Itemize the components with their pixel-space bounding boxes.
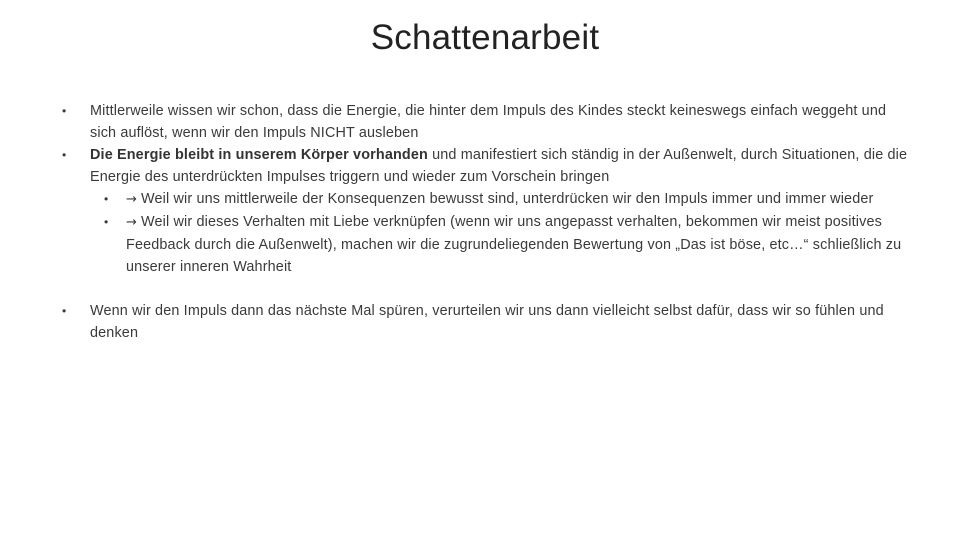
slide-body [60,100,915,344]
bullet-dot-icon: • [62,148,67,162]
sub-bullet-text: Weil wir dieses Verhalten mit Liebe verknüpfen (wenn wir uns angepasst verhalten, bekommen wir meist positives Feedback durch die Außenwelt), machen wir die zugrundeliegenden Bewertung von „Das ist böse, etc…“ schließlich zu unserer inneren Wahrheit [126,214,902,275]
bullet-text: Wenn wir den Impuls dann das nächste Mal spüren, verurteilen wir uns dann vielleicht selbst dafür, dass wir so fühlen und denken [90,303,884,341]
bullet-dot-icon: • [62,304,67,318]
bullet-item-3 [60,300,915,344]
bullet-dot-icon: • [104,192,109,206]
arrow-right-icon: → [126,215,138,230]
bullet-text: Mittlerweile wissen wir schon, dass die Energie, die hinter dem Impuls des Kindes steckt keineswegs einfach weggeht und sich auflöst, wenn wir den Impuls NICHT ausleben [90,103,887,141]
sub-bullet-item-2 [60,211,915,278]
sub-bullet-item-1 [60,188,915,211]
bullet-item-1 [60,100,915,144]
sub-bullet-text: Weil wir uns mittlerweile der Konsequenzen bewusst sind, unterdrücken wir den Impuls immer und immer wieder [141,191,874,207]
bullet-item-2 [60,144,915,188]
bullet-dot-icon: • [62,104,67,118]
slide-title: Schattenarbeit [370,18,600,57]
bullet-bold-text: Die Energie bleibt in unserem Körper vorhanden [90,147,428,163]
bullet-dot-icon: • [104,215,109,229]
arrow-right-icon: → [126,192,138,207]
bullet-text: und manifestiert sich ständig in der Außenwelt, durch Situationen, die die Energie des unterdrückten Impulses triggern und wieder zum Vorschein bringen [90,147,908,185]
